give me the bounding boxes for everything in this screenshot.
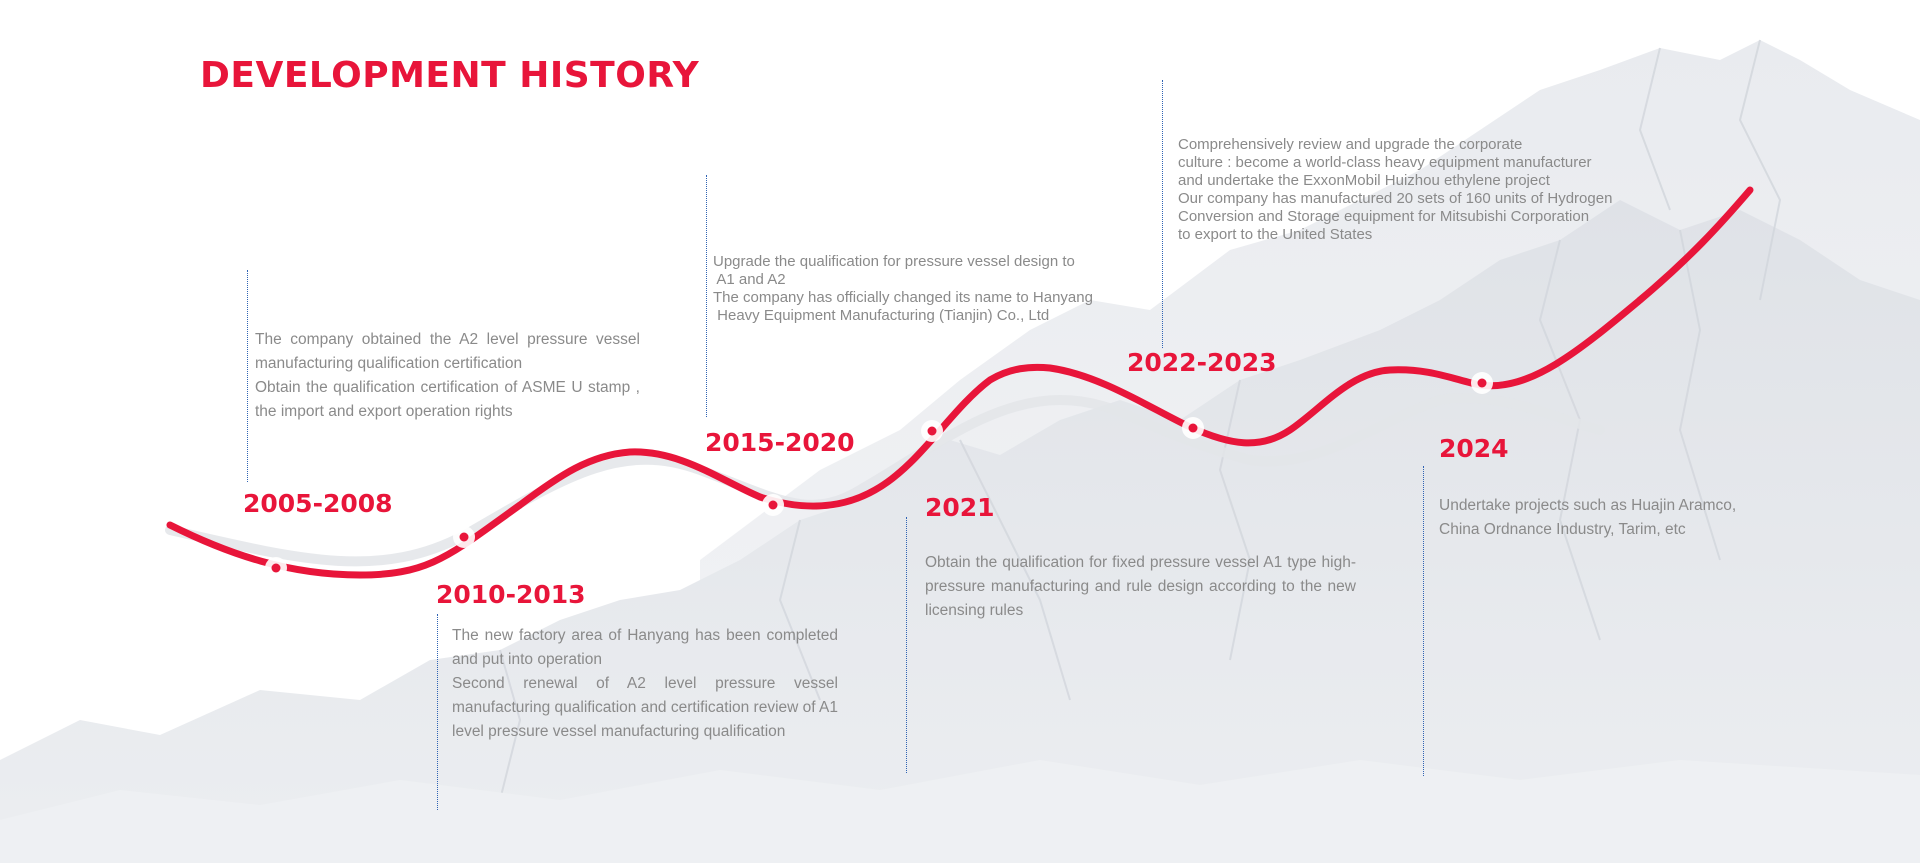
milestone-line: Upgrade the qualification for pressure vessel design to [713,253,1075,270]
milestone-line: The new factory area of Hanyang has been completed and put into operation [452,627,838,668]
milestone-line: Conversion and Storage equipment for Mitsubishi Corporation [1178,208,1590,225]
milestone-year: 2010-2013 [436,580,586,609]
milestone-divider [706,175,707,417]
milestone-divider [906,517,907,773]
milestone-line: Obtain the qualification certification of ASME U stamp , the import and export operation rights [255,379,640,420]
milestone-line: to export to the United States [1178,226,1373,243]
page-title: DEVELOPMENT HISTORY [200,55,700,96]
milestone-line: China Ordnance Industry, Tarim, etc [1439,521,1686,538]
milestone-line: The company has officially changed its name to Hanyang [713,289,1093,306]
milestone-year: 2021 [925,493,995,522]
milestone-description [925,551,1356,623]
milestone-year: 2024 [1439,434,1509,463]
milestone-year: 2015-2020 [705,428,855,457]
milestone-divider [247,270,248,482]
milestone-line: Undertake projects such as Huajin Aramco, [1439,497,1737,514]
milestone-line: The company obtained the A2 level pressure vessel manufacturing qualification certification [255,331,640,372]
milestone-line: Heavy Equipment Manufacturing (Tianjin) Co., Ltd [713,307,1050,324]
milestone-line: A1 and A2 [713,271,786,288]
milestone-description [452,624,838,744]
milestone-line: culture : become a world-class heavy equipment manufacturer [1178,154,1592,171]
milestone-description [255,328,640,424]
milestone-line: Comprehensively review and upgrade the corporate [1178,136,1523,153]
milestone-description [1178,136,1648,244]
milestone-year: 2005-2008 [243,489,393,518]
milestone-divider [1162,80,1163,348]
milestone-line: Second renewal of A2 level pressure vessel manufacturing qualification and certification review of A1 level pressure vessel manufacturing qualification [452,675,838,740]
milestone-description [1439,494,1839,542]
milestone-divider [437,614,438,810]
milestone-line: and undertake the ExxonMobil Huizhou ethylene project [1178,172,1550,189]
milestone-line: Our company has manufactured 20 sets of 160 units of Hydrogen [1178,190,1613,207]
milestone-divider [1423,466,1424,776]
milestone-line: Obtain the qualification for fixed pressure vessel A1 type high-pressure manufacturing and rule design according to the new licensing rules [925,554,1356,619]
milestone-year: 2022-2023 [1127,348,1277,377]
milestone-description [713,253,1133,325]
